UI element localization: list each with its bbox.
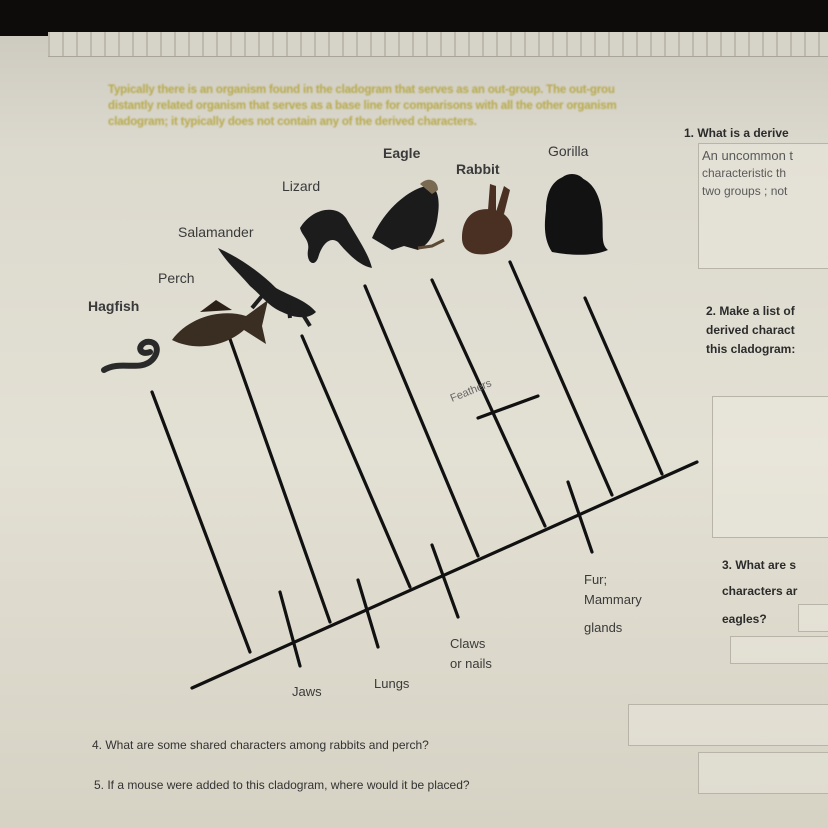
branch-salamander <box>302 336 410 587</box>
question-3-line-3: eagles? <box>722 612 767 626</box>
answer-box-3a[interactable] <box>798 604 828 632</box>
question-5: 5. If a mouse were added to this cladogram, where would it be placed? <box>94 778 470 792</box>
label-perch: Perch <box>158 270 195 286</box>
label-lungs: Lungs <box>374 676 410 691</box>
hagfish-icon <box>104 342 157 370</box>
branch-hagfish <box>152 392 250 652</box>
label-fur-3: glands <box>584 620 623 635</box>
label-hagfish: Hagfish <box>88 298 140 314</box>
label-jaws: Jaws <box>292 684 322 699</box>
eagle-icon <box>372 180 444 250</box>
answer-1-line-2: characteristic th <box>702 166 787 180</box>
tick-jaws <box>280 592 300 666</box>
intro-line-2: distantly related organism that serves as a base line for comparisons with all the other organism <box>108 100 617 112</box>
question-2-line-1: 2. Make a list of <box>706 304 795 318</box>
answer-box-4[interactable] <box>628 704 828 746</box>
branch-rabbit <box>510 262 612 495</box>
label-claws: Claws <box>450 636 486 651</box>
answer-1-line-1: An uncommon t <box>702 148 794 163</box>
answer-box-2[interactable] <box>712 396 828 538</box>
label-eagle: Eagle <box>383 145 421 161</box>
intro-line-1: Typically there is an organism found in the cladogram that serves as an out-group. The out-grou <box>108 84 615 96</box>
tick-claws <box>432 545 458 617</box>
label-feathers: Feathers <box>448 377 494 405</box>
label-fur-2: Mammary <box>584 592 642 607</box>
question-2-line-2: derived charact <box>706 323 795 337</box>
answer-box-3b[interactable] <box>730 636 828 664</box>
answer-box-5[interactable] <box>698 752 828 794</box>
branch-gorilla <box>585 298 662 474</box>
question-2-line-3: this cladogram: <box>706 342 796 356</box>
label-fur: Fur; <box>584 572 608 587</box>
label-claws-2: or nails <box>450 656 492 671</box>
answer-1-line-3: two groups ; not <box>702 184 788 198</box>
label-rabbit: Rabbit <box>456 161 500 177</box>
question-3-line-1: 3. What are s <box>722 558 797 572</box>
label-salamander: Salamander <box>178 224 254 240</box>
gorilla-icon <box>545 174 608 255</box>
intro-line-3: cladogram; it typically does not contain any of the derived characters. <box>108 116 477 128</box>
question-3-line-2: characters ar <box>722 584 798 598</box>
label-gorilla: Gorilla <box>548 143 589 159</box>
question-1: 1. What is a derive <box>684 126 789 140</box>
question-4: 4. What are some shared characters among rabbits and perch? <box>92 738 429 752</box>
label-lizard: Lizard <box>282 178 321 194</box>
rabbit-icon <box>462 184 512 254</box>
branch-lizard <box>365 286 478 556</box>
lizard-icon <box>300 210 372 268</box>
